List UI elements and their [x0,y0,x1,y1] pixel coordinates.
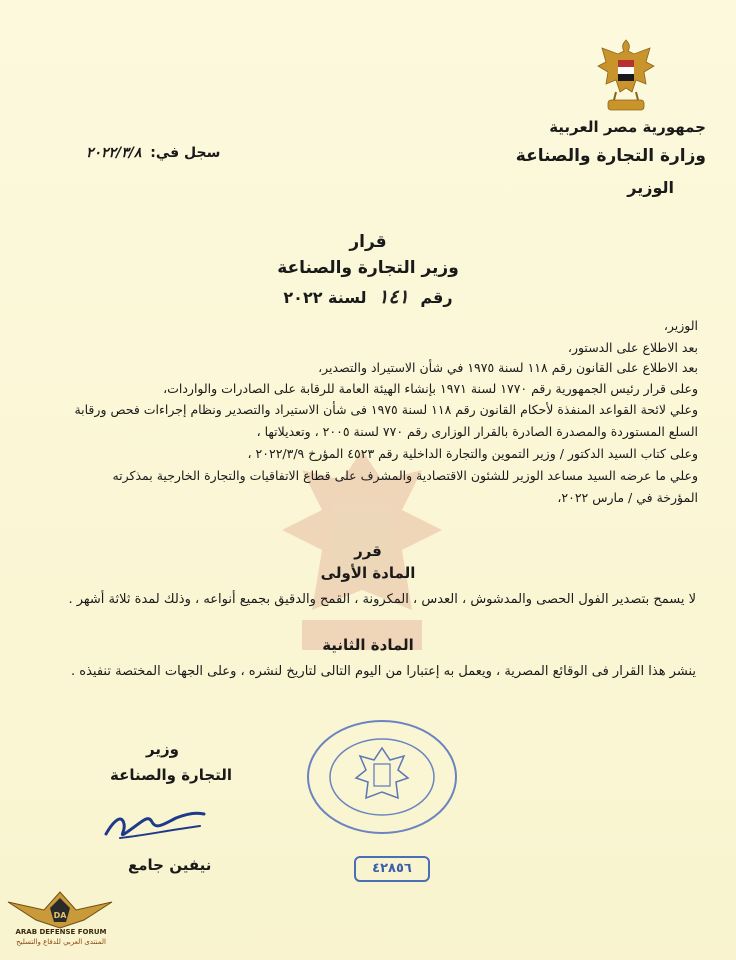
signatory-name: نيفين جامع [128,856,212,874]
preamble-line: وعلى قرار رئيس الجمهورية رقم ١٧٧٠ لسنة ١٩٧١ بإنشاء الهيئة العامة للرقابة على الصادرات والواردات، [163,381,698,396]
registration-date [86,145,220,161]
decree-title: قرار [349,232,387,252]
handwritten-signature-icon [100,800,210,846]
preamble-line: بعد الاطلاع على القانون رقم ١١٨ لسنة ١٩٧٥ في شأن الاستيراد والتصدير، [318,360,698,375]
signature-title: وزير [146,740,179,758]
preamble-line: وعلي ما عرضه السيد مساعد الوزير للشئون الاقتصادية والمشرف على قطاع الاتفاقيات والتجارة الخارجية بمذكرته [112,468,698,483]
preamble-line: بعد الاطلاع على الدستور، [567,340,698,355]
forum-name-ar: المنتدى العربي للدفاع والتسليح [16,938,106,946]
forum-name-en: ARAB DEFENSE FORUM [15,928,107,936]
preamble-line: الوزير، [663,318,698,333]
preamble-line: السلع المستوردة والمصدرة الصادرة بالقرار الوزارى رقم ٧٧٠ لسنة ٢٠٠٥ ، وتعديلاتها ، [256,424,698,439]
republic-name: جمهورية مصر العربية [549,118,706,136]
article2-text: ينشر هذا القرار فى الوقائع المصرية ، ويعمل به إعتبارا من اليوم التالى لتاريخ لنشره ، وعلى الجهات المختصة تنفيذه . [71,664,696,679]
stamp-number: ٤٢٨٥٦ [354,856,430,882]
number-value: ١٤١ [378,286,409,308]
registered-date: ٢٠٢٢/٣/٨ [86,145,142,161]
article2-heading: المادة الثانية [322,636,414,654]
registered-label: سجل في: [150,145,221,161]
year-label: لسنة ٢٠٢٢ [283,288,367,307]
preamble-line: وعلي لائحة القواعد المنفذة لأحكام القانون رقم ١١٨ لسنة ١٩٧٥ فى شأن الاستيراد والتصدير ونظام إجراءات فحص ورقابة [74,402,698,417]
official-seal-icon [304,718,460,836]
svg-text:DA: DA [53,911,67,920]
decided-heading: قرر [354,542,382,560]
preamble-line: المؤرخة في / مارس ٢٠٢٢، [557,490,698,505]
article1-text: لا يسمح بتصدير الفول الحصى والمدشوش ، العدس ، المكرونة ، القمح والدقيق بجميع أنواعه ، وذلك لمدة ثلاثة أشهر . [68,592,696,607]
signature-title-ministry: التجارة والصناعة [110,766,233,784]
decree-issuer: وزير التجارة والصناعة [277,258,459,278]
minister-label: الوزير [627,178,674,197]
number-label: رقم [420,288,453,307]
ministry-name: وزارة التجارة والصناعة [515,146,706,166]
decree-number [0,286,736,308]
eagle-emblem-icon [596,38,656,118]
preamble-line: وعلى كتاب السيد الدكتور / وزير التموين والتجارة الداخلية رقم ٤٥٢٣ المؤرخ ٢٠٢٢/٣/٩ ، [247,446,698,461]
article1-heading: المادة الأولى [320,564,416,582]
